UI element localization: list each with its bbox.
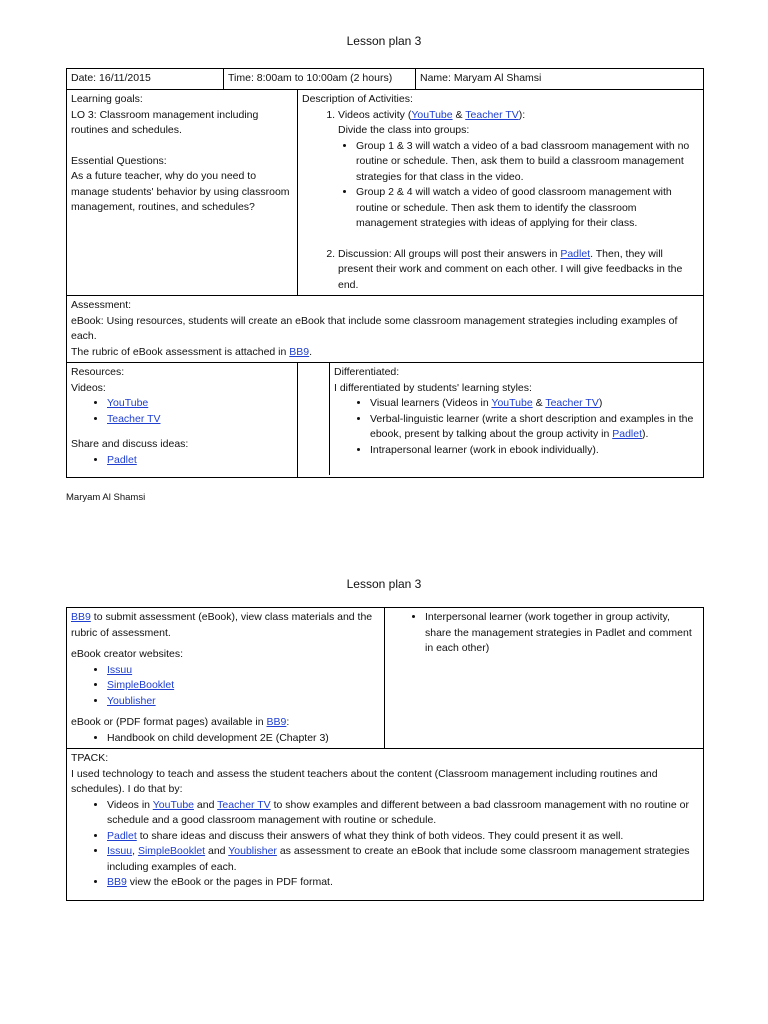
issuu-link[interactable]: Issuu xyxy=(107,845,133,857)
padlet-link[interactable]: Padlet xyxy=(107,453,137,466)
learning-goals-cell xyxy=(67,90,298,296)
youtube-link[interactable]: YouTube xyxy=(411,108,453,121)
tpack-intro: I used technology to teach and assess the student teachers about the content (Classroom management including routines and schedules). I do that by: xyxy=(71,767,658,795)
name-cell: Name: Maryam Al Shamsi xyxy=(416,69,704,90)
goals-heading: Learning goals: xyxy=(71,93,143,105)
date-cell: Date: 16/11/2015 xyxy=(67,69,224,90)
tpack-padlet: • Padlet to share ideas and discuss their answers of what they think of both videos. They could present it as well. xyxy=(107,829,699,845)
activity-discussion: 2. Discussion: All groups will post their answers in Padlet. Then, they will present their work and comment on each other. I will give feedbacks in the end. xyxy=(338,247,699,294)
padlet-link[interactable]: Padlet xyxy=(560,247,591,260)
creator-simplebooklet xyxy=(107,678,380,694)
tpack-ebook-tools: • Issuu, SimpleBooklet and Youblisher as assessment to create an eBook that include some classroom management strategies including examples of each. xyxy=(107,844,699,875)
desc-heading: Description of Activities: xyxy=(302,93,413,105)
group-24-item: • Group 2 & 4 will watch a video of good classroom management with routine or schedule. Then ask them to identify the classroom management strategies with ideas of applying for their class. xyxy=(356,185,699,232)
teachertv-link[interactable]: Teacher TV xyxy=(107,412,161,425)
handbook-item: • Handbook on child development 2E (Chapter 3) xyxy=(107,731,380,747)
creator-youblisher xyxy=(107,694,380,710)
tpack-cell xyxy=(67,749,704,901)
teachertv-link[interactable]: Teacher TV xyxy=(217,798,271,811)
description-cell xyxy=(298,90,704,296)
lesson-table-1 xyxy=(66,68,704,478)
diff-intro: I differentiated by students' learning styles: xyxy=(334,381,532,394)
page-title-2: Lesson plan 3 xyxy=(346,577,422,591)
bb9-link[interactable]: BB9 xyxy=(266,716,287,728)
youblisher-link[interactable]: Youblisher xyxy=(228,845,277,857)
bb9-link[interactable]: BB9 xyxy=(107,876,127,888)
interpersonal-cell xyxy=(385,608,704,749)
resources-cell xyxy=(67,363,298,478)
issuu-link[interactable]: Issuu xyxy=(107,663,133,676)
bb9-link[interactable]: BB9 xyxy=(71,611,91,623)
learning-objective: LO 3: Classroom management including routines and schedules. xyxy=(71,108,259,136)
eq-text: As a future teacher, why do you need to manage students' behavior by using classroom management, routines, and schedules? xyxy=(71,170,290,213)
teachertv-link[interactable]: Teacher TV xyxy=(545,397,599,409)
differentiated-cell xyxy=(298,363,704,478)
rubric-text: The rubric of eBook assessment is attached in BB9. xyxy=(71,345,313,358)
youblisher-link[interactable]: Youblisher xyxy=(107,694,156,707)
page-title: Lesson plan 3 xyxy=(346,34,422,48)
intrapersonal-learner: • Intrapersonal learner (work in ebook individually). xyxy=(370,443,699,459)
activity-videos: 1. Videos activity (YouTube & Teacher TV): Divide the class into groups: • Group 1 & 3 will watch a video of a bad classroom management with no routine or schedule. Then, ask them to build a classroom management strategies for that class in the video. • Group 2 & 4 will watch a video of good classroom management with routine or schedule. Then ask them to identify the classroom management strategies with ideas of applying for their class. xyxy=(338,108,699,247)
padlet-link[interactable]: Padlet xyxy=(107,829,137,842)
share-label: Share and discuss ideas: xyxy=(71,438,189,450)
eq-heading: Essential Questions: xyxy=(71,154,167,167)
simplebooklet-link[interactable]: SimpleBooklet xyxy=(137,845,206,857)
verbal-learner: • Verbal-linguistic learner (write a short description and examples in the ebook, present by talking about the group activity in Padlet). xyxy=(370,412,699,443)
ebook-text: eBook or (PDF format pages) available in BB9: xyxy=(71,716,290,728)
resource-teachertv xyxy=(107,412,293,428)
youtube-link[interactable]: YouTube xyxy=(491,397,533,409)
creator-heading: eBook creator websites: xyxy=(71,648,184,660)
tpack-heading: TPACK: xyxy=(71,752,109,764)
lesson-table-2 xyxy=(66,607,704,901)
resource-youtube xyxy=(107,396,293,412)
teachertv-link[interactable]: Teacher TV xyxy=(465,108,519,121)
tpack-videos: • Videos in YouTube and Teacher TV to show examples and different between a bad classroom management with no routine or schedule and a good classroom management with routine or schedule. xyxy=(107,798,699,829)
interpersonal-learner: • Interpersonal learner (work together in group activity, share the management strategies in Padlet and comment in each other) xyxy=(425,610,699,657)
assess-text: eBook: Using resources, students will create an eBook that include some classroom management strategies including examples of each. xyxy=(71,314,678,342)
resource-padlet xyxy=(107,453,293,469)
divide-text: Divide the class into groups: xyxy=(338,124,470,136)
materials-cell xyxy=(67,608,385,749)
bb9-text: BB9 to submit assessment (eBook), view class materials and the rubric of assessment. xyxy=(71,611,373,639)
creator-issuu xyxy=(107,663,380,679)
bb9-link[interactable]: BB9 xyxy=(289,345,310,358)
assessment-cell xyxy=(67,296,704,363)
res-heading: Resources: xyxy=(71,366,125,378)
group-13-item: • Group 1 & 3 will watch a video of a bad classroom management with no routine or schedule. Then, ask them to build a classroom management strategies for that class in the video. xyxy=(356,139,699,186)
tpack-bb9: • BB9 view the eBook or the pages in PDF format. xyxy=(107,875,699,891)
assess-heading: Assessment: xyxy=(71,299,132,311)
videos-label: Videos: xyxy=(71,381,106,394)
diff-heading: Differentiated: xyxy=(334,366,400,378)
padlet-link[interactable]: Padlet xyxy=(612,428,643,440)
youtube-link[interactable]: YouTube xyxy=(107,397,149,409)
youtube-link[interactable]: YouTube xyxy=(152,798,194,811)
simplebooklet-link[interactable]: SimpleBooklet xyxy=(107,679,175,691)
time-cell: Time: 8:00am to 10:00am (2 hours) xyxy=(224,69,416,90)
visual-learners: • Visual learners (Videos in YouTube & Teacher TV) xyxy=(370,396,699,412)
footer-author: Maryam Al Shamsi xyxy=(66,492,146,503)
